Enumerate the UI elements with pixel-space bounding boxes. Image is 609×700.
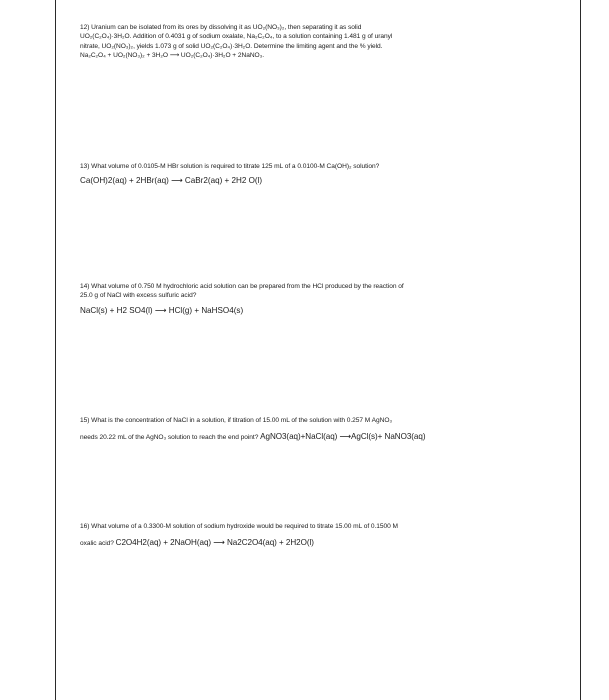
question-12-line-1: 12) Uranium can be isolated from its ores by dissolving it as UO₂(NO₃)₂, then separating it as solid: [80, 24, 362, 31]
question-13-equation: Ca(OH)2(aq) + 2HBr(aq) ⟶ CaBr2(aq) + 2H2 O(l): [80, 176, 263, 186]
left-page-border: [55, 0, 56, 700]
question-16-equation: C2O4H2(aq) + 2NaOH(aq) ⟶ Na2C2O4(aq) + 2H2O(l): [115, 538, 314, 548]
question-15-equation: AgNO3(aq)+NaCl(aq) ⟶AgCl(s)+ NaNO3(aq): [260, 432, 426, 442]
question-16-line-2: [80, 538, 570, 548]
question-15: [80, 416, 570, 443]
question-14: [80, 282, 570, 316]
question-15-line-2: [80, 432, 570, 442]
question-12-line-3: nitrate, UO₂(NO₃)₂, yields 1.073 g of solid UO₂(C₂O₄)·3H₂O. Determine the limiting agent and the % yield.: [80, 42, 383, 50]
question-16-line-2-text: oxalic acid?: [80, 540, 114, 548]
question-16: [80, 522, 570, 549]
right-page-border: [580, 0, 581, 700]
question-12-equation: Na₂C₂O₄ + UO₂(NO₃)₂ + 3H₂O ⟶ UO₂(C₂O₄)·3H₂O + 2NaNO₃.: [80, 52, 265, 60]
question-15-line-2-text: needs 20.22 mL of the AgNO₃ solution to reach the end point?: [80, 434, 259, 442]
question-16-line-1: 16) What volume of a 0.3300-M solution of sodium hydroxide would be required to titrate 15.00 mL of 0.1500 M: [80, 523, 398, 530]
question-14-equation: NaCl(s) + H2 SO4(l) ⟶ HCl(g) + NaHSO4(s): [80, 305, 244, 315]
question-13: [80, 162, 570, 186]
question-13-text: 13) What volume of 0.0105-M HBr solution is required to titrate 125 mL of a 0.0100-M Ca(OH)₂ solution?: [80, 163, 380, 170]
question-15-line-1: 15) What is the concentration of NaCl in a solution, if titration of 15.00 mL of the solution with 0.257 M AgNO₃: [80, 417, 393, 424]
question-12: [80, 23, 570, 61]
question-14-line-2: 25.0 g of NaCl with excess sulfuric acid?: [80, 292, 197, 300]
question-12-line-2: UO₂(C₂O₄)·3H₂O. Addition of 0.4031 g of sodium oxalate, Na₂C₂O₄, to a solution containing 1.481 g of uranyl: [80, 33, 393, 41]
question-14-line-1: 14) What volume of 0.750 M hydrochloric acid solution can be prepared from the HCl produced by the reaction of: [80, 283, 404, 290]
